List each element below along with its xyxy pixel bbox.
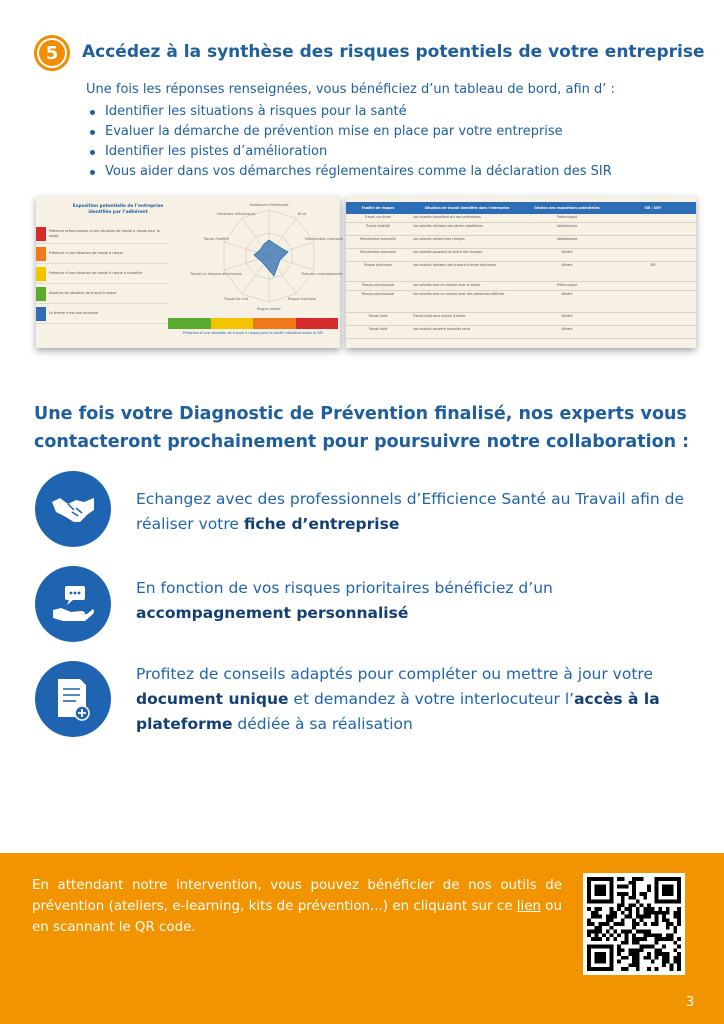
page-number: 3 xyxy=(686,995,695,1010)
document-plus-icon xyxy=(35,661,111,737)
table-cell: Préoccupant xyxy=(557,215,577,219)
table-cell: Sévère xyxy=(561,292,573,296)
table-cell: Satisfaisante xyxy=(556,224,578,228)
table-cell: Sévère xyxy=(561,263,573,267)
radar-chart xyxy=(190,200,344,316)
scale-caption: Présence d’une situation de travail à risque pour la santé individuel selon la SIR xyxy=(183,331,323,335)
legend-entry: Le thème n’est pas concerné xyxy=(49,311,99,316)
radar-axis-label: Bruit xyxy=(297,212,307,216)
table-cell: Les salariés peuvent travailler seuls xyxy=(413,327,471,331)
handshake-icon xyxy=(35,471,111,547)
benefits-list xyxy=(88,102,612,182)
qr-code[interactable] xyxy=(583,873,685,975)
table-body xyxy=(346,214,696,339)
table-row xyxy=(346,249,696,262)
table-row xyxy=(346,326,696,339)
table-cell: Risque psychosocial xyxy=(361,292,395,296)
table-cell: Les salariés portent des charges xyxy=(413,237,465,241)
table-cell: Risque électrique xyxy=(364,263,392,267)
footer-banner xyxy=(0,853,724,1024)
table-row xyxy=(346,236,696,249)
table-row xyxy=(346,313,696,326)
legend-entry: Présence préoccupante d’une situation de travail à risque pour la santé xyxy=(48,229,160,238)
list-item: Identifier les pistes d’amélioration xyxy=(88,142,612,162)
feature-text: dédiée à sa réalisation xyxy=(232,715,413,733)
radar-axis-label: Postures contraignantes xyxy=(301,272,343,276)
table-cell: Risque psychosocial xyxy=(361,283,395,287)
header-cell: Famille de risques xyxy=(361,205,395,210)
table-cell: Sévère xyxy=(561,314,573,318)
table-cell: Préoccupant xyxy=(557,283,577,287)
feature-text: Echangez avec des professionnels d’Efficience Santé au Travail afin de réaliser votre xyxy=(136,490,685,533)
section-title: Accédez à la synthèse des risques potentiels de votre entreprise xyxy=(82,42,705,62)
intro-text: Une fois les réponses renseignées, vous bénéficiez d’un tableau de bord, afin d’ : xyxy=(86,82,615,97)
footer-text xyxy=(32,875,562,938)
table-cell: Manutention manuelle xyxy=(360,237,396,241)
risk-table xyxy=(346,202,696,339)
table-cell: Travail isolé xyxy=(368,314,388,318)
table-cell: Sévère xyxy=(561,250,573,254)
header-cell: Situation de travail identifiée dans l’entreprise xyxy=(424,205,510,210)
footer-text-part: En attendant notre intervention, vous pouvez bénéficier de nos outils de prévention (ateliers, e-learning, kits de prévention...) en cliquant sur ce xyxy=(32,878,562,914)
feature-text: En fonction de vos risques prioritaires bénéficiez d’un xyxy=(136,579,553,597)
table-cell: Travail répétitif xyxy=(366,224,390,228)
feature-highlight: document unique xyxy=(136,690,289,708)
footer-text-part: ou en scannant le QR code. xyxy=(32,899,562,935)
radar-axis-label: Ambiances thermiques xyxy=(249,203,289,207)
table-cell: Travail sur écran xyxy=(364,215,392,219)
feature-text: et demandez à votre interlocuteur l’ xyxy=(288,690,575,708)
hand-support-icon xyxy=(35,566,111,642)
table-cell: Les salariés poussent ou tirent des charges xyxy=(413,250,483,254)
feature-highlight: fiche d’entreprise xyxy=(243,515,400,533)
feature-highlight: accès à la plateforme xyxy=(136,690,660,733)
radar-axis-label: Travail répétitif xyxy=(203,237,229,241)
risk-color-scale xyxy=(168,318,338,329)
table-cell: Travail isolé xyxy=(368,327,388,331)
table-cell xyxy=(610,236,696,248)
header-cell: SIR / SIR* xyxy=(644,205,662,210)
table-cell xyxy=(610,223,696,235)
list-item: Identifier les situations à risques pour la santé xyxy=(88,102,612,122)
step-number: 5 xyxy=(39,40,65,66)
legend-entry: Absence de situation de travail à risque xyxy=(49,291,117,296)
feature-highlight: accompagnement personnalisé xyxy=(136,604,409,622)
radar-axis-label: Travail de nuit xyxy=(224,297,248,301)
table-row xyxy=(346,223,696,236)
radar-axis-label: Risque chimique xyxy=(287,297,317,301)
preview-title: Exposition potentielle de l’entreprise identifiée par l’adhérent xyxy=(72,204,164,215)
list-item: Vous aider dans vos démarches réglementaires comme la déclaration des SIR xyxy=(88,162,612,182)
table-cell xyxy=(610,282,696,290)
risk-table-preview xyxy=(346,196,696,348)
table-cell: Travail isolé sans moyen d’alerte xyxy=(413,314,466,318)
table-cell: Les salariés réalisent des travaux d’ordre électrique xyxy=(413,263,496,267)
radar-axis-label: Manutention manuelle xyxy=(304,237,344,241)
table-row xyxy=(346,262,696,282)
table-cell: Les salariés réalisent des tâches répétitives xyxy=(413,224,483,228)
table-cell: Sévère xyxy=(561,327,573,331)
table-cell: Les salariés travaillent sur des ordinateurs xyxy=(413,215,481,219)
radar-axis-label: Travail en équipes alternantes xyxy=(190,272,242,276)
table-cell xyxy=(610,214,696,222)
step-number-badge xyxy=(34,35,70,71)
table-row xyxy=(346,282,696,291)
legend-entry: Présence d’une situation de travail à risque à surveiller xyxy=(49,271,143,276)
table-cell: Manutention manuelle xyxy=(360,250,396,254)
table-cell: Les salariés sont en contact avec le public xyxy=(413,283,481,287)
feature-document-unique xyxy=(136,662,696,737)
header-cell: Gestion des expositions potentielles xyxy=(534,205,600,210)
feature-text: Profitez de conseils adaptés pour compléter ou mettre à jour votre xyxy=(136,665,653,683)
table-row xyxy=(346,214,696,223)
table-cell: Les salariés sont en contact avec des personnes difficiles xyxy=(413,292,505,296)
radar-axis-label: Risque routier xyxy=(257,307,281,311)
radar-axis-label: Vibrations mécaniques xyxy=(216,212,256,216)
collaboration-headline: Une fois votre Diagnostic de Prévention finalisé, nos experts vous contacteront prochainement pour poursuivre notre collaboration : xyxy=(34,404,690,452)
table-cell: SIR xyxy=(650,263,656,267)
list-item: Evaluer la démarche de prévention mise en place par votre entreprise xyxy=(88,122,612,142)
dashboard-radar-preview xyxy=(36,196,344,348)
table-cell xyxy=(610,249,696,261)
table-cell: Satisfaisante xyxy=(556,237,578,241)
feature-accompagnement xyxy=(136,576,696,626)
legend-entry: Présence d’une situation de travail à risque xyxy=(49,251,123,256)
table-header xyxy=(346,202,696,214)
table-row xyxy=(346,291,696,313)
feature-fiche-entreprise xyxy=(136,487,696,537)
table-cell xyxy=(610,326,696,338)
prevention-tools-link[interactable]: lien xyxy=(516,899,541,914)
preview-legend xyxy=(36,224,168,324)
table-cell xyxy=(610,313,696,325)
table-cell xyxy=(610,291,696,312)
